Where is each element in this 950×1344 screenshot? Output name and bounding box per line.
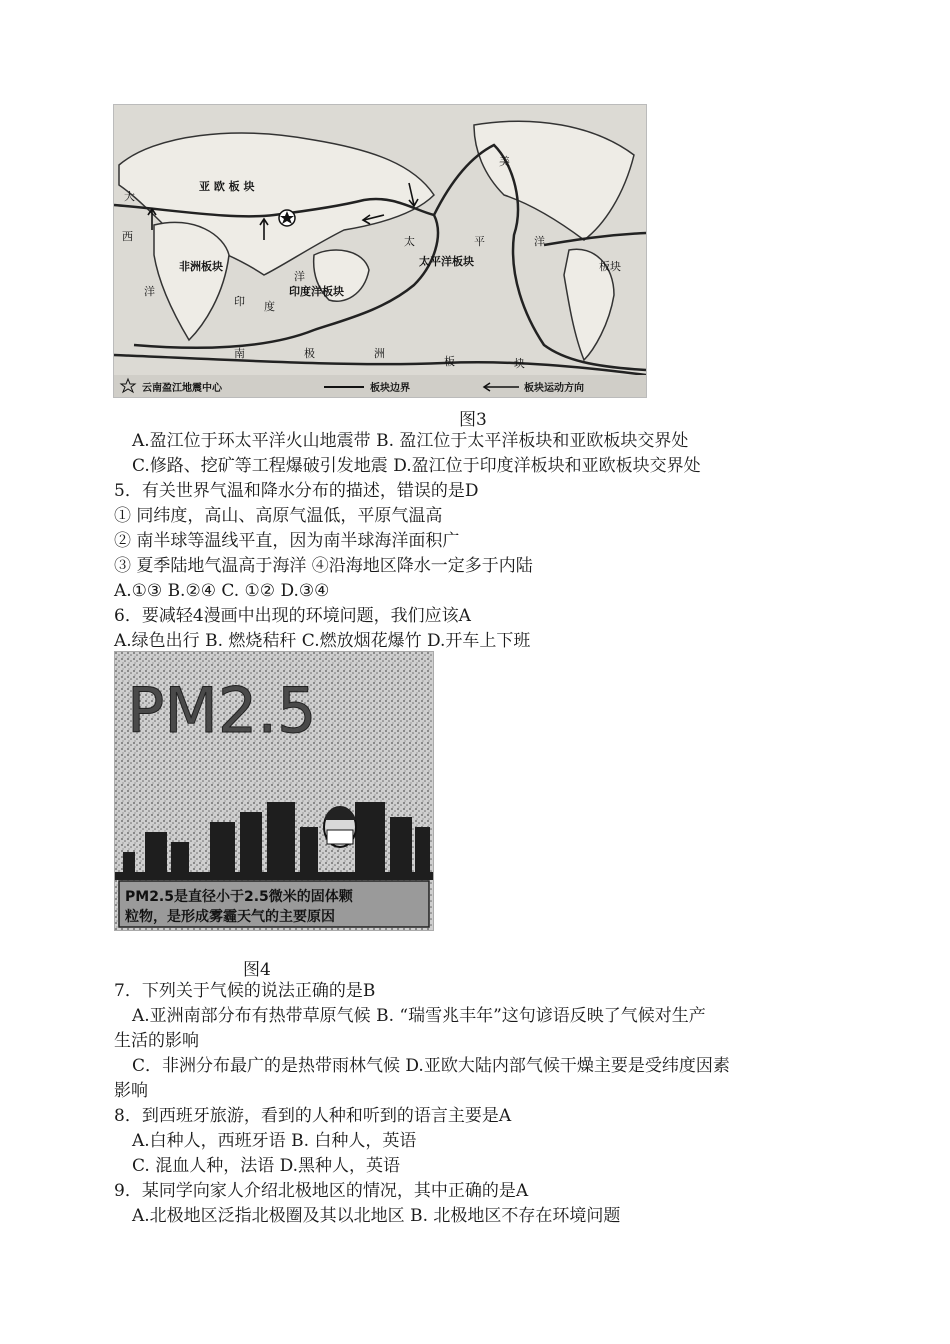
label-atlantic-1: 大 bbox=[124, 190, 135, 203]
figure4-caption: 图4 bbox=[243, 960, 271, 980]
label-eurasia-plate: 亚 欧 板 块 bbox=[199, 180, 255, 193]
q5-statement-1: ① 同纬度，高山、高原气温低，平原气温高 bbox=[114, 506, 443, 526]
label-pacific-ocean-2: 平 bbox=[474, 235, 485, 248]
label-america: 美 bbox=[499, 155, 510, 168]
q5-options: A.①③ B.②④ C. ①② D.③④ bbox=[114, 581, 330, 601]
q5-statement-2: ② 南半球等温线平直，因为南半球海洋面积广 bbox=[114, 531, 460, 551]
figure3-caption: 图3 bbox=[459, 410, 487, 430]
q6-question: 6．要减轻4漫画中出现的环境问题，我们应该A bbox=[114, 606, 471, 626]
label-antarctic-1: 南 bbox=[234, 347, 245, 360]
label-indian-plate: 印度洋板块 bbox=[289, 285, 344, 298]
label-pacific-ocean-3: 洋 bbox=[534, 235, 545, 248]
label-indian-ocean-1: 印 bbox=[234, 295, 245, 308]
label-antarctic-4: 板 bbox=[444, 355, 455, 368]
label-antarctic-5: 块 bbox=[514, 357, 525, 370]
label-pacific-plate: 太平洋板块 bbox=[419, 255, 474, 268]
plate-map-figure bbox=[113, 104, 647, 398]
label-africa-plate: 非洲板块 bbox=[179, 260, 223, 273]
legend-boundary-label: 板块边界 bbox=[370, 383, 410, 394]
q9-options-ab: A.北极地区泛指北极圈及其以北地区 B. 北极地区不存在环境问题 bbox=[132, 1206, 621, 1226]
epicenter-star-icon bbox=[279, 210, 295, 226]
q8-options-cd: C. 混血人种，法语 D.黑种人，英语 bbox=[132, 1156, 401, 1176]
pm25-comic-drawing bbox=[115, 652, 433, 930]
label-atlantic-3: 洋 bbox=[144, 285, 155, 298]
masked-person-icon bbox=[324, 807, 356, 848]
pm25-note-line1: PM2.5是直径小于2.5微米的固体颗 bbox=[125, 889, 353, 905]
q8-options-ab: A.白种人，西班牙语 B. 白种人，英语 bbox=[132, 1131, 417, 1151]
q7-question: 7．下列关于气候的说法正确的是B bbox=[114, 981, 376, 1001]
label-pacific-ocean-1: 太 bbox=[404, 235, 415, 248]
label-antarctic-2: 极 bbox=[304, 347, 315, 360]
q4-options-ab: A.盈江位于环太平洋火山地震带 B. 盈江位于太平洋板块和亚欧板块交界处 bbox=[132, 431, 689, 451]
q7-options-cd-wrap: 影响 bbox=[114, 1081, 148, 1101]
q7-options-ab-wrap: 生活的影响 bbox=[114, 1031, 199, 1051]
q5-question: 5．有关世界气温和降水分布的描述，错误的是D bbox=[114, 481, 479, 501]
legend-direction-label: 板块运动方向 bbox=[524, 383, 584, 394]
label-indian-ocean-2: 度 bbox=[264, 300, 275, 313]
legend-epicenter-label: 云南盈江地震中心 bbox=[142, 383, 222, 394]
q9-question: 9．某同学向家人介绍北极地区的情况，其中正确的是A bbox=[114, 1181, 529, 1201]
q7-options-ab: A.亚洲南部分布有热带草原气候 B. “瑞雪兆丰年”这句谚语反映了气候对生产 bbox=[132, 1006, 706, 1026]
pm25-comic-figure bbox=[114, 651, 434, 931]
q5-statement-3-4: ③ 夏季陆地气温高于海洋 ④沿海地区降水一定多于内陆 bbox=[114, 556, 533, 576]
label-plate: 板块 bbox=[599, 260, 621, 273]
label-atlantic-2: 西 bbox=[122, 230, 133, 243]
q8-question: 8．到西班牙旅游，看到的人种和听到的语言主要是A bbox=[114, 1106, 512, 1126]
q4-options-cd: C.修路、挖矿等工程爆破引发地震 D.盈江位于印度洋板块和亚欧板块交界处 bbox=[132, 456, 701, 476]
label-indian-ocean-3: 洋 bbox=[294, 270, 305, 283]
q7-options-cd: C．非洲分布最广的是热带雨林气候 D.亚欧大陆内部气候干燥主要是受纬度因素 bbox=[132, 1056, 730, 1076]
plate-map-drawing bbox=[114, 105, 646, 397]
pm25-note-line2: 粒物，是形成雾霾天气的主要原因 bbox=[125, 909, 335, 925]
q6-options: A.绿色出行 B. 燃烧秸秆 C.燃放烟花爆竹 D.开车上下班 bbox=[114, 631, 531, 651]
pm25-headline: PM2.5 bbox=[127, 674, 317, 747]
label-antarctic-3: 洲 bbox=[374, 347, 385, 360]
